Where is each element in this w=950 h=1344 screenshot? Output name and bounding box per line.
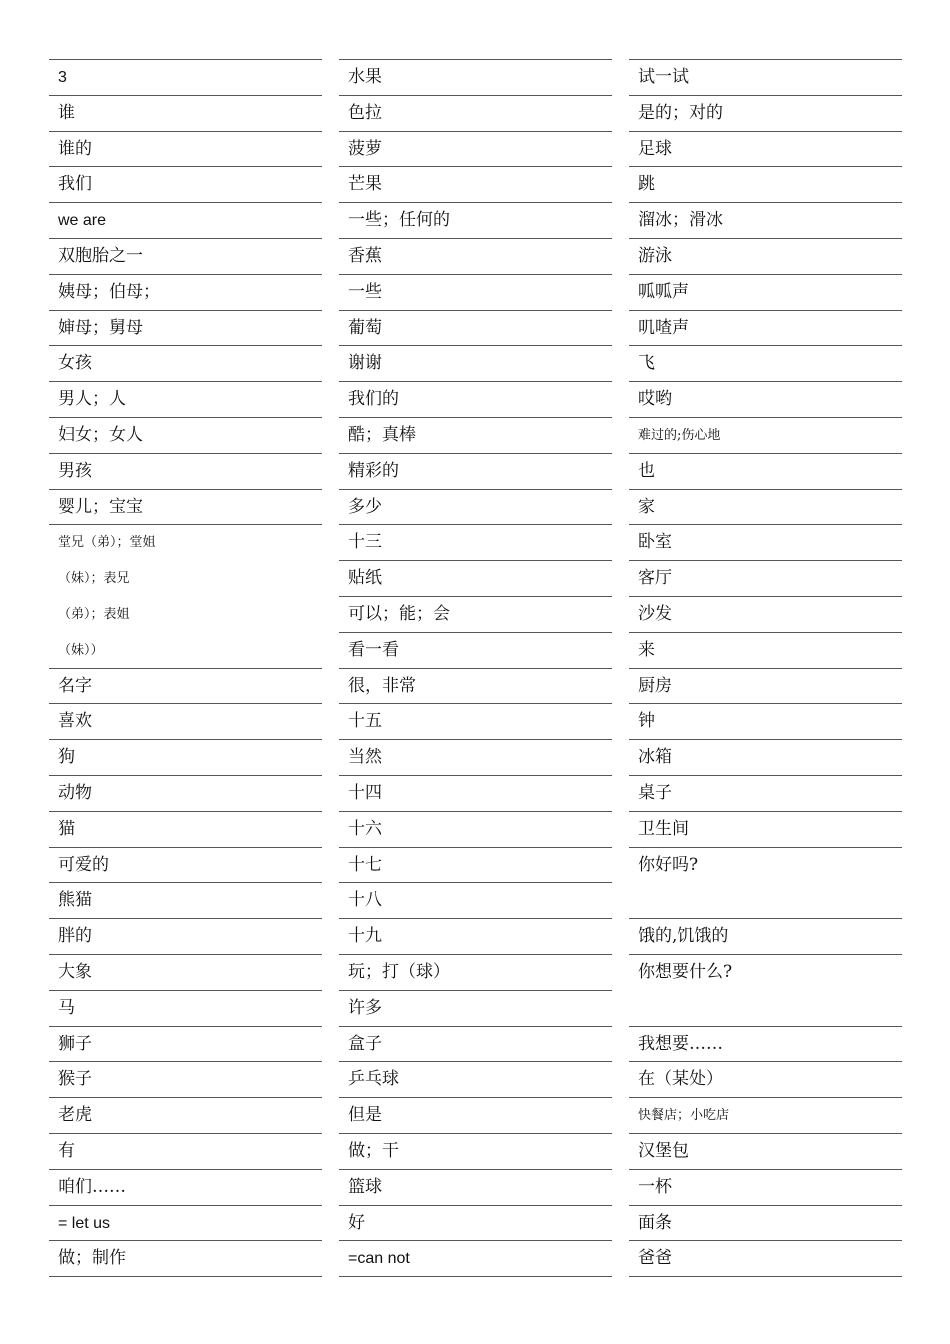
vocabulary-entry: 饿的,饥饿的 [629,919,902,955]
vocabulary-entry: 桌子 [629,776,902,812]
vocabulary-entry: 玩；打（球） [339,955,612,991]
vocabulary-entry: 做；制作 [49,1241,322,1277]
vocabulary-entry: （弟）；表姐 [58,606,130,622]
vocabulary-entry: 许多 [339,991,612,1027]
vocabulary-entry: 你好吗? [629,848,902,920]
vocabulary-entry: 大象 [49,955,322,991]
vocabulary-entry: 盒子 [339,1027,612,1063]
vocabulary-entry: 香蕉 [339,239,612,275]
vocabulary-entry: 十六 [339,812,612,848]
vocabulary-entry: 酷；真棒 [339,418,612,454]
vocabulary-entry: 多少 [339,490,612,526]
vocabulary-entry: 好 [339,1206,612,1242]
vocabulary-entry: 汉堡包 [629,1134,902,1170]
vocabulary-entry: 十三 [339,525,612,561]
vocabulary-entry: 狗 [49,740,322,776]
vocabulary-entry: 一些 [339,275,612,311]
vocabulary-entry: 咱们…… [49,1170,322,1206]
vocabulary-entry: 谢谢 [339,346,612,382]
vocabulary-entry: 十九 [339,919,612,955]
vocabulary-entry: 飞 [629,346,902,382]
vocabulary-entry: 哎哟 [629,382,902,418]
vocabulary-entry: 猴子 [49,1062,322,1098]
vocabulary-entry: 我们的 [339,382,612,418]
vocabulary-entry: 胖的 [49,919,322,955]
vocabulary-entry: 水果 [339,60,612,96]
vocabulary-entry: 快餐店；小吃店 [629,1098,902,1134]
vocabulary-entry: 一杯 [629,1170,902,1206]
vocabulary-entry: 猫 [49,812,322,848]
vocabulary-column-2 [339,59,612,1277]
vocabulary-entry: 呱呱声 [629,275,902,311]
vocabulary-entry: 篮球 [339,1170,612,1206]
vocabulary-entry: 做；干 [339,1134,612,1170]
vocabulary-entry: 妇女；女人 [49,418,322,454]
vocabulary-entry: 我们 [49,167,322,203]
vocabulary-entry: 厨房 [629,669,902,705]
vocabulary-entry: =can not [339,1241,612,1277]
vocabulary-entry: （妹）） [49,633,322,669]
vocabulary-entry: 老虎 [49,1098,322,1134]
vocabulary-entry: 叽喳声 [629,311,902,347]
vocabulary-entry: 试一试 [629,60,902,96]
vocabulary-entry: = let us [49,1206,322,1242]
vocabulary-entry: 熊猫 [49,883,322,919]
vocabulary-entry: 十七 [339,848,612,884]
vocabulary-entry: 冰箱 [629,740,902,776]
vocabulary-entry: 爸爸 [629,1241,902,1277]
vocabulary-entry: 男孩 [49,454,322,490]
vocabulary-entry: 卫生间 [629,812,902,848]
vocabulary-entry: 谁 [49,96,322,132]
vocabulary-entry: 足球 [629,132,902,168]
vocabulary-entry: 姨母；伯母； [49,275,322,311]
vocabulary-entry: 可以；能；会 [339,597,612,633]
vocabulary-entry: 可爱的 [49,848,322,884]
vocabulary-entry: 女孩 [49,346,322,382]
vocabulary-entry: 色拉 [339,96,612,132]
vocabulary-entry: 葡萄 [339,311,612,347]
vocabulary-entry: 双胞胎之一 [49,239,322,275]
vocabulary-entry: 婴儿；宝宝 [49,490,322,526]
vocabulary-entry: 你想要什么? [629,955,902,1027]
vocabulary-entry: 菠萝 [339,132,612,168]
vocabulary-entry: 在（某处） [629,1062,902,1098]
vocabulary-entry: 堂兄（弟）；堂姐 [58,535,156,551]
vocabulary-entry: 面条 [629,1206,902,1242]
vocabulary-entry: 也 [629,454,902,490]
vocabulary-entry: 谁的 [49,132,322,168]
vocabulary-entry: 钟 [629,704,902,740]
vocabulary-entry: 一些；任何的 [339,203,612,239]
vocabulary-entry: we are [49,203,322,239]
vocabulary-entry: 跳 [629,167,902,203]
vocabulary-entry: 马 [49,991,322,1027]
vocabulary-entry: 我想要…… [629,1027,902,1063]
vocabulary-entry: 男人；人 [49,382,322,418]
vocabulary-entry: 名字 [49,669,322,705]
vocabulary-entry: 卧室 [629,525,902,561]
vocabulary-entry: 看一看 [339,633,612,669]
vocabulary-entry: 沙发 [629,597,902,633]
vocabulary-entry: 动物 [49,776,322,812]
vocabulary-column-3 [629,59,902,1277]
vocabulary-entry: 狮子 [49,1027,322,1063]
vocabulary-column-1 [49,59,322,1277]
vocabulary-entry: 有 [49,1134,322,1170]
vocabulary-entry: 难过的;伤心地 [629,418,902,454]
vocabulary-entry: 乒乓球 [339,1062,612,1098]
vocabulary-entry: 十八 [339,883,612,919]
vocabulary-entry: 家 [629,490,902,526]
vocabulary-entry: 来 [629,633,902,669]
vocabulary-entry: 3 [49,60,322,96]
vocabulary-entry: 十五 [339,704,612,740]
vocabulary-entry: 精彩的 [339,454,612,490]
vocabulary-entry: 溜冰；滑冰 [629,203,902,239]
vocabulary-entry: 游泳 [629,239,902,275]
vocabulary-entry: 芒果 [339,167,612,203]
vocabulary-entry: 是的；对的 [629,96,902,132]
vocabulary-entry: 婶母；舅母 [49,311,322,347]
vocabulary-entry: 当然 [339,740,612,776]
vocabulary-entry: （妹）；表兄 [58,571,130,587]
vocabulary-entry: 喜欢 [49,704,322,740]
vocabulary-entry: 十四 [339,776,612,812]
vocabulary-entry: 但是 [339,1098,612,1134]
vocabulary-entry: 贴纸 [339,561,612,597]
vocabulary-entry: 很，非常 [339,669,612,705]
vocabulary-entry: 客厅 [629,561,902,597]
